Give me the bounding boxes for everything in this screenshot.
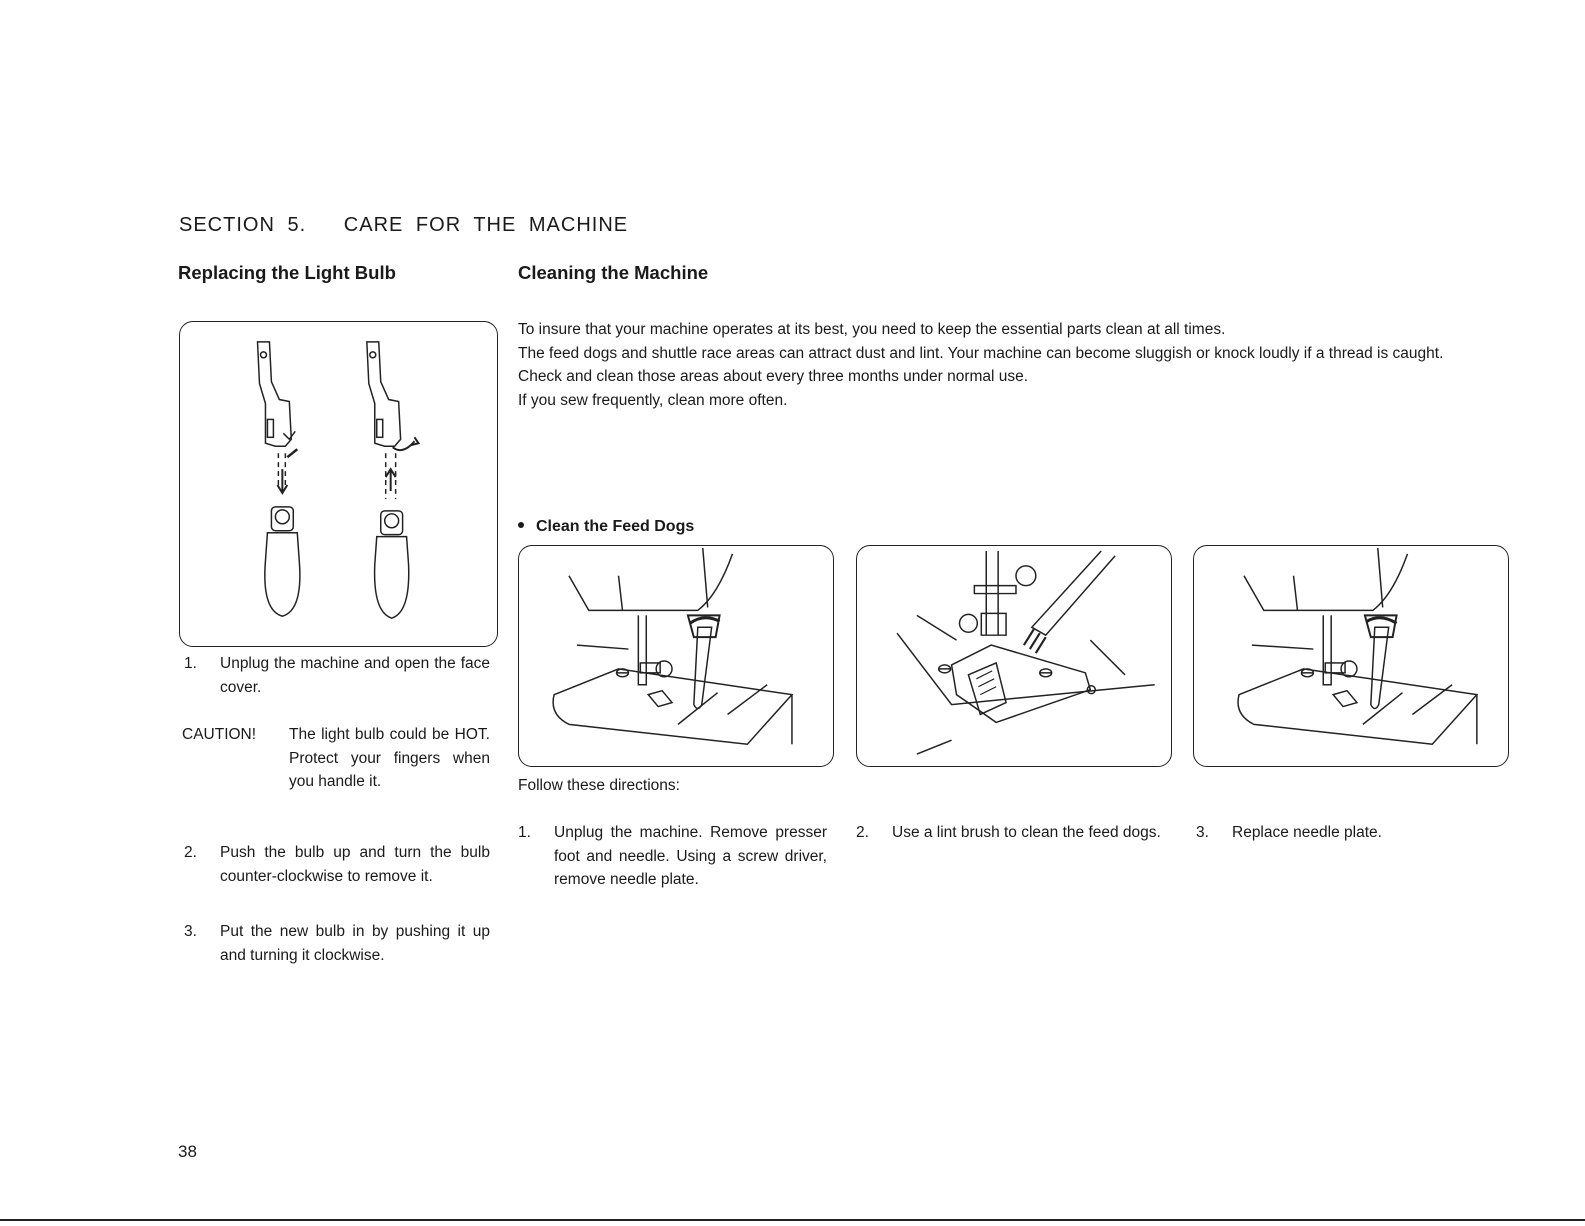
subheading-clean-feed-dogs <box>518 518 694 536</box>
remove-needle-plate-illustration <box>518 545 834 767</box>
replace-needle-plate-drawing <box>1194 546 1508 766</box>
left-step-3-number: 3. <box>184 923 197 940</box>
heading-cleaning-machine: Cleaning the Machine <box>518 262 709 283</box>
intro-line-2: The feed dogs and shuttle race areas can attract dust and lint. Your machine can become sluggish or knock loudly if a thread is caught. <box>518 344 1444 362</box>
page-bottom-rule <box>0 1219 1585 1221</box>
page-number: 38 <box>178 1142 197 1161</box>
intro-line-4: If you sew frequently, clean more often. <box>518 391 788 409</box>
bullet-icon <box>518 522 524 528</box>
right-step-1-text: Unplug the machine. Remove presser foot and needle. Using a screw driver, remove needle plate. <box>554 824 827 888</box>
section-title: SECTION 5. CARE FOR THE MACHINE <box>179 214 629 236</box>
left-step-1-text: Unplug the machine and open the face cover. <box>220 655 490 696</box>
heading-replacing-light-bulb: Replacing the Light Bulb <box>178 262 396 283</box>
right-step-3-number: 3. <box>1196 824 1209 841</box>
caution-label: CAUTION! <box>182 726 257 743</box>
right-step-2-text: Use a lint brush to clean the feed dogs. <box>892 824 1161 841</box>
replace-needle-plate-illustration <box>1193 545 1509 767</box>
caution-text: The light bulb could be HOT. Protect your fingers when you handle it. <box>289 726 490 790</box>
remove-needle-plate-drawing <box>519 546 833 766</box>
left-step-2-text: Push the bulb up and turn the bulb counter-clockwise to remove it. <box>220 844 490 885</box>
right-step-3-text: Replace needle plate. <box>1232 824 1382 841</box>
right-step-1-number: 1. <box>518 824 531 841</box>
left-step-2-number: 2. <box>184 844 197 861</box>
cleaning-intro <box>518 318 1528 412</box>
intro-line-1: To insure that your machine operates at its best, you need to keep the essential parts clean at all times. <box>518 321 1226 338</box>
light-bulb-drawing <box>180 322 497 646</box>
left-step-3-text: Put the new bulb in by pushing it up and turning it clockwise. <box>220 923 490 964</box>
lint-brush-drawing <box>857 546 1171 766</box>
lint-brush-illustration <box>856 545 1172 767</box>
light-bulb-illustration <box>179 321 498 647</box>
follow-directions: Follow these directions: <box>518 777 680 794</box>
subheading-text: Clean the Feed Dogs <box>536 518 695 535</box>
intro-line-3: Check and clean those areas about every three months under normal use. <box>518 368 1029 385</box>
left-step-1-number: 1. <box>184 655 197 672</box>
right-step-2-number: 2. <box>856 824 869 841</box>
